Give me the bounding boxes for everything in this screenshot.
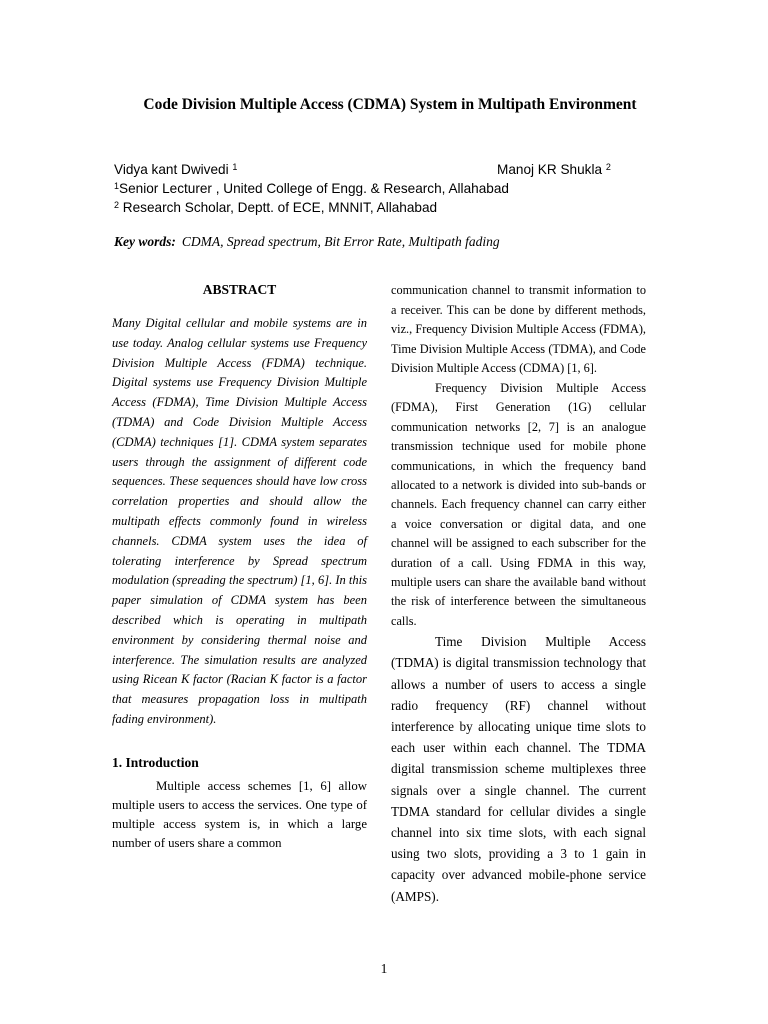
author-1-name: Vidya kant Dwivedi: [114, 162, 229, 177]
affiliation-1-text: Senior Lecturer , United College of Engg. & Research, Allahabad: [119, 181, 509, 196]
affiliation-1-marker: 1: [114, 181, 120, 191]
author-2: [497, 162, 611, 177]
abstract-heading: ABSTRACT: [202, 282, 277, 297]
keywords-text: CDMA, Spread spectrum, Bit Error Rate, Multipath fading: [181, 234, 500, 249]
affiliation-2-text: Research Scholar, Deptt. of ECE, MNNIT, Allahabad: [119, 200, 438, 215]
author-1-marker: 1: [232, 162, 238, 172]
author-2-marker: 2: [605, 162, 611, 172]
page-number: 1: [380, 961, 388, 976]
keywords-line: [114, 234, 500, 250]
paper-title: Code Division Multiple Access (CDMA) System in Multipath Environment: [143, 96, 637, 113]
tdma-paragraph: Time Division Multiple Access (TDMA) is digital transmission technology that allows a number of users to access a single radio frequency (RF) channel without interference by allocating unique time slots to each user within each channel. The TDMA digital transmission scheme multiplexes three signals over a single channel. The current TDMA standard for cellular divides a single channel into six time slots, with each signal using two slots, providing a 3 to 1 gain in capacity over advanced mobile-phone service (AMPS).: [391, 634, 646, 904]
affiliation-2-marker: 2: [114, 200, 120, 210]
intro-heading: 1. Introduction: [112, 754, 199, 770]
affiliation-2: [114, 200, 437, 215]
keywords-label: Key words:: [114, 234, 176, 249]
author-2-name: Manoj KR Shukla: [497, 162, 603, 177]
abstract-text: Many Digital cellular and mobile systems are in use today. Analog cellular systems use Frequency Division Multiple Access (FDMA) technique. Digital systems use Frequency Division Multiple Access (FDMA), Time Division Multiple Access (TDMA) and Code Division Multiple Access (CDMA) techniques [1]. CDMA system separates users through the assignment of different code sequences. These sequences should have low cross correlation properties and should allow the multipath effects commonly found in wireless channels. CDMA system uses the idea of tolerating interference by Spread spectrum modulation (spreading the spectrum) [1, 6]. In this paper simulation of CDMA system has been described which is operating in multipath environment by considering thermal noise and interference. The simulation results are analyzed using Ricean K factor (Racian K factor is a factor that measures propagation loss in multipath fading environment).: [112, 316, 367, 726]
body-paragraph-continued: communication channel to transmit information to a receiver. This can be done by different methods, viz., Frequency Division Multiple Access (FDMA), Time Division Multiple Access (TDMA), and Code Division Multiple Access (CDMA) [1, 6].: [391, 283, 646, 376]
intro-paragraph: Multiple access schemes [1, 6] allow multiple users to access the services. One type of multiple access system is, in which a large number of users share a common: [112, 778, 367, 851]
affiliation-1: [114, 181, 509, 196]
right-column: [391, 281, 646, 907]
author-1: [114, 162, 237, 177]
left-column: [112, 282, 367, 854]
fdma-paragraph: Frequency Division Multiple Access (FDMA), First Generation (1G) cellular communication networks [2, 7] is an analogue transmission technique used for mobile phone communications, in which the frequency band allocated to a network is divided into sub-bands or channels. Each frequency channel can carry either a voice conversation or digital data, and one channel will be assigned to each subscriber for the duration of a call. Using FDMA in this way, multiple users can share the available band without the risk of interference between the simultaneous calls.: [391, 380, 646, 628]
